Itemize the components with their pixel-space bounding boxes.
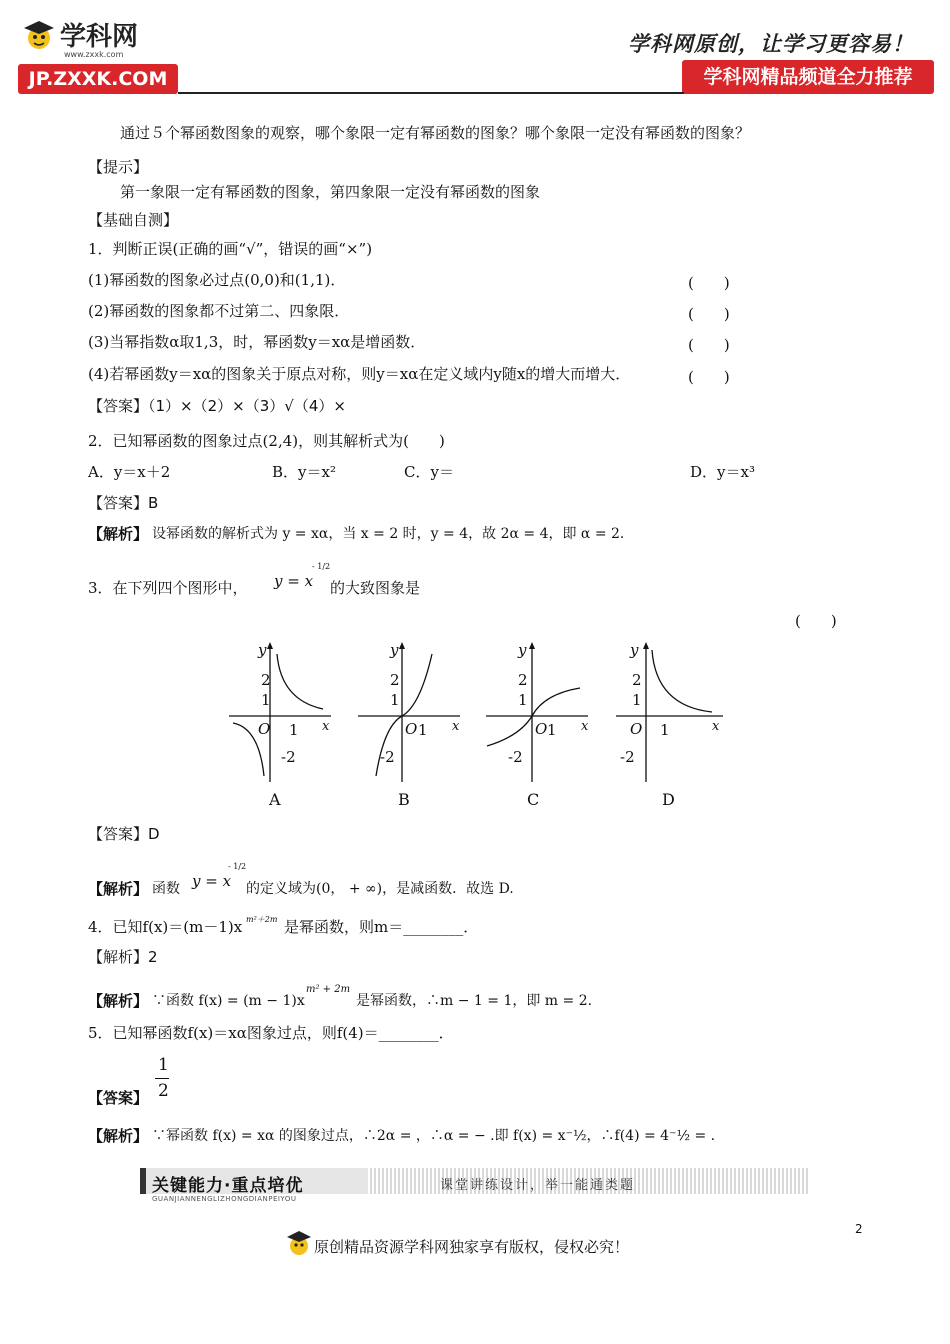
graph-d-origin: O bbox=[630, 720, 643, 738]
graph-c-y-label: y bbox=[518, 641, 527, 659]
graph-d-tick-x1: 1 bbox=[660, 721, 670, 739]
promo-banner[interactable]: 学科网精品频道全力推荐 bbox=[682, 60, 934, 94]
q4-answer: 【解析】2 bbox=[88, 948, 158, 966]
graph-a-tick-x1: 1 bbox=[289, 721, 299, 739]
q5-analysis: ∵幂函数 f(x) = xα 的图象过点，∴2α = ，∴α = − .即 f(x) = x⁻½，∴f(4) = 4⁻½ = . bbox=[152, 1128, 716, 1144]
q1-answer: 【答案】（1）×（2）×（3）√（4）× bbox=[88, 397, 346, 415]
footer-copyright: 原创精品资源学科网独家享有版权，侵权必究！ bbox=[314, 1238, 630, 1256]
q2-analysis-label: 【解析】 bbox=[88, 525, 149, 543]
q5-stem: 5．已知幂函数f(x)＝xα图象过点，则f(4)＝________． bbox=[88, 1024, 454, 1042]
q2-answer: 【答案】B bbox=[88, 494, 159, 512]
q1-item-4: (4)若幂函数y＝xα的图象关于原点对称，则y＝xα在定义域内y随x的增大而增大． bbox=[88, 365, 631, 383]
graph-d-tick-2: 2 bbox=[632, 671, 642, 689]
graph-c-origin: O bbox=[535, 720, 548, 738]
q2-option-d: D．y＝x³ bbox=[690, 463, 755, 481]
q3-analysis-label: 【解析】 bbox=[88, 880, 149, 898]
graph-a-caption: A bbox=[269, 790, 281, 809]
section-pinyin: GUANJIANNENGLIZHONGDIANPEIYOU bbox=[152, 1195, 297, 1203]
q2-analysis: 设幂函数的解析式为 y = xα，当 x = 2 时，y = 4，故 2α = 4，即 α = 2. bbox=[152, 526, 625, 542]
graph-c-tick-1: 1 bbox=[518, 691, 528, 709]
graph-b-origin: O bbox=[405, 720, 418, 738]
site-badge[interactable]: JP.ZXXK.COM bbox=[18, 64, 178, 94]
graph-d-y-label: y bbox=[630, 641, 639, 659]
hint-label: 【提示】 bbox=[88, 158, 149, 176]
graph-d-tick-neg2: -2 bbox=[620, 748, 635, 766]
graph-c-tick-neg2: -2 bbox=[508, 748, 523, 766]
graph-b-tick-1: 1 bbox=[390, 691, 400, 709]
graph-b-tick-2: 2 bbox=[390, 671, 400, 689]
q4-analysis-a: ∵函数 f(x) = (m − 1)x bbox=[152, 993, 305, 1009]
q3-analysis-after: 的定义域为(0， + ∞)，是减函数．故选 D. bbox=[246, 881, 514, 897]
graph-b bbox=[354, 636, 464, 786]
q3-stem-before: 3．在下列四个图形中， bbox=[88, 579, 248, 597]
q1-item-3: (3)当幂指数α取1,3，时，幂函数y＝xα是增函数． bbox=[88, 333, 426, 351]
q4-analysis-b: 是幂函数，∴m − 1 = 1，即 m = 2. bbox=[356, 993, 593, 1009]
q1-paren-1: ( ) bbox=[688, 274, 730, 292]
slogan: 学科网原创，让学习更容易！ bbox=[628, 31, 914, 56]
q1-item-1: (1)幂函数的图象必过点(0,0)和(1,1)． bbox=[88, 271, 346, 289]
graph-b-tick-neg2: -2 bbox=[380, 748, 395, 766]
graph-a-y-label: y bbox=[258, 641, 267, 659]
graph-b-y-label: y bbox=[390, 641, 399, 659]
q2-option-c: C．y＝ bbox=[404, 463, 454, 481]
graph-a-x-label: x bbox=[322, 719, 330, 734]
q5-fraction-bar bbox=[155, 1078, 169, 1079]
q3-paren: ( ) bbox=[795, 612, 837, 630]
graph-c-x-label: x bbox=[581, 719, 589, 734]
graph-a-tick-neg2: -2 bbox=[281, 748, 296, 766]
intro-question: 通过５个幂函数图象的观察，哪个象限一定有幂函数的图象？哪个象限一定没有幂函数的图象？ bbox=[120, 124, 751, 142]
graph-c bbox=[482, 636, 592, 786]
footer-mascot-icon bbox=[286, 1228, 312, 1258]
hint-text: 第一象限一定有幂函数的图象，第四象限一定没有幂函数的图象 bbox=[120, 183, 541, 201]
q5-analysis-label: 【解析】 bbox=[88, 1127, 149, 1145]
q5-answer-numerator: 1 bbox=[158, 1055, 169, 1075]
q4-analysis-exp: m² + 2m bbox=[306, 984, 351, 995]
q3-analysis-formula: y = x bbox=[192, 872, 232, 890]
page-number: 2 bbox=[855, 1222, 863, 1236]
q3-formula: y = x bbox=[274, 572, 314, 590]
q1-paren-4: ( ) bbox=[688, 368, 730, 386]
graduation-cap-icon bbox=[22, 18, 56, 52]
q4-stem-after: 是幂函数，则m＝________． bbox=[284, 918, 479, 936]
graph-b-x-label: x bbox=[452, 719, 460, 734]
q3-exponent: - 1/2 bbox=[312, 562, 331, 571]
graph-a-tick-2: 2 bbox=[261, 671, 271, 689]
q1-paren-2: ( ) bbox=[688, 305, 730, 323]
graph-d-tick-1: 1 bbox=[632, 691, 642, 709]
selftest-label: 【基础自测】 bbox=[88, 211, 179, 229]
q1-item-2: (2)幂函数的图象都不过第二、四象限． bbox=[88, 302, 350, 320]
q3-answer: 【答案】D bbox=[88, 825, 160, 843]
q4-exp: m²＋2m bbox=[246, 915, 278, 924]
graph-a-origin: O bbox=[258, 720, 271, 738]
graph-b-caption: B bbox=[398, 790, 410, 809]
graph-c-tick-2: 2 bbox=[518, 671, 528, 689]
logo-text[interactable]: 学科网 bbox=[60, 22, 139, 52]
logo-url[interactable]: www.zxxk.com bbox=[64, 50, 124, 59]
q2-option-a: A．y＝x＋2 bbox=[88, 463, 171, 481]
graph-a bbox=[225, 636, 335, 786]
q3-analysis-exponent: - 1/2 bbox=[228, 862, 247, 871]
graph-c-tick-x1: 1 bbox=[547, 721, 557, 739]
q4-analysis-label: 【解析】 bbox=[88, 992, 149, 1010]
q5-answer-label: 【答案】 bbox=[88, 1089, 149, 1107]
graph-b-tick-x1: 1 bbox=[418, 721, 428, 739]
q5-answer-denominator: 2 bbox=[158, 1081, 169, 1101]
q3-stem-after: 的大致图象是 bbox=[330, 579, 421, 597]
q2-stem: 2．已知幂函数的图象过点(2,4)，则其解析式为( ) bbox=[88, 432, 445, 450]
graph-d-caption: D bbox=[662, 790, 675, 809]
q4-stem: 4．已知f(x)＝(m－1)x bbox=[88, 918, 243, 936]
q2-option-b: B．y＝x² bbox=[272, 463, 336, 481]
section-title: 关键能力·重点培优 bbox=[152, 1176, 304, 1196]
q1-stem: 1．判断正误(正确的画“√”，错误的画“×”) bbox=[88, 240, 373, 258]
graph-a-tick-1: 1 bbox=[261, 691, 271, 709]
graph-d-x-label: x bbox=[712, 719, 720, 734]
graph-c-caption: C bbox=[527, 790, 540, 809]
section-subtitle: 课堂讲练设计，举一能通类题 bbox=[440, 1178, 636, 1193]
q3-analysis-before: 函数 bbox=[152, 881, 180, 897]
q1-paren-3: ( ) bbox=[688, 336, 730, 354]
header-divider bbox=[178, 92, 684, 94]
